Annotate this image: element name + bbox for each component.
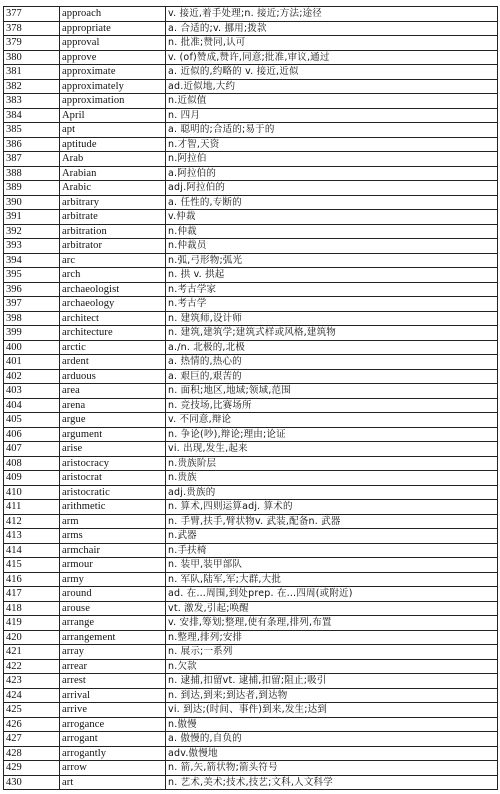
table-row bbox=[4, 152, 498, 167]
word-cell: arrest bbox=[60, 674, 166, 689]
row-number-cell: 417 bbox=[4, 587, 60, 602]
table-row bbox=[4, 21, 498, 36]
row-number-cell: 403 bbox=[4, 384, 60, 399]
table-row bbox=[4, 108, 498, 123]
word-cell: arena bbox=[60, 398, 166, 413]
row-number-cell: 386 bbox=[4, 137, 60, 152]
word-cell: arrangement bbox=[60, 630, 166, 645]
word-cell: arbitrate bbox=[60, 210, 166, 225]
table-row bbox=[4, 210, 498, 225]
word-cell: Arabic bbox=[60, 181, 166, 196]
table-row bbox=[4, 427, 498, 442]
row-number-cell: 413 bbox=[4, 529, 60, 544]
definition-cell: n.贵族 bbox=[166, 471, 498, 486]
row-number-cell: 384 bbox=[4, 108, 60, 123]
definition-cell: adj.阿拉伯的 bbox=[166, 181, 498, 196]
row-number-cell: 385 bbox=[4, 123, 60, 138]
word-cell: approve bbox=[60, 50, 166, 65]
word-cell: argument bbox=[60, 427, 166, 442]
table-row bbox=[4, 282, 498, 297]
row-number-cell: 396 bbox=[4, 282, 60, 297]
row-number-cell: 426 bbox=[4, 717, 60, 732]
word-cell: archaeology bbox=[60, 297, 166, 312]
definition-cell: n.傲慢 bbox=[166, 717, 498, 732]
row-number-cell: 411 bbox=[4, 500, 60, 515]
definition-cell: n. 竞技场,比赛场所 bbox=[166, 398, 498, 413]
row-number-cell: 423 bbox=[4, 674, 60, 689]
definition-cell: a. 合适的;v. 挪用;拨款 bbox=[166, 21, 498, 36]
definition-cell: n.阿拉伯 bbox=[166, 152, 498, 167]
table-row bbox=[4, 369, 498, 384]
row-number-cell: 402 bbox=[4, 369, 60, 384]
definition-cell: a. 聪明的;合适的;易于的 bbox=[166, 123, 498, 138]
row-number-cell: 395 bbox=[4, 268, 60, 283]
table-row bbox=[4, 123, 498, 138]
word-cell: aristocracy bbox=[60, 456, 166, 471]
row-number-cell: 419 bbox=[4, 616, 60, 631]
definition-cell: a. 热情的,热心的 bbox=[166, 355, 498, 370]
vocabulary-table bbox=[3, 6, 498, 790]
definition-cell: n. 军队,陆军,军;大群,大批 bbox=[166, 572, 498, 587]
definition-cell: n. 手臂,扶手,臂状物v. 武装,配备n. 武器 bbox=[166, 514, 498, 529]
definition-cell: n. 建筑,建筑学;建筑式样或风格,建筑物 bbox=[166, 326, 498, 341]
row-number-cell: 397 bbox=[4, 297, 60, 312]
row-number-cell: 412 bbox=[4, 514, 60, 529]
word-cell: aristocratic bbox=[60, 485, 166, 500]
table-row bbox=[4, 166, 498, 181]
row-number-cell: 406 bbox=[4, 427, 60, 442]
table-row bbox=[4, 7, 498, 22]
word-cell: arbitration bbox=[60, 224, 166, 239]
definition-cell: vi. 到达;(时间、事件)到来,发生;达到 bbox=[166, 703, 498, 718]
table-row bbox=[4, 775, 498, 790]
word-cell: approximate bbox=[60, 65, 166, 80]
table-row bbox=[4, 746, 498, 761]
table-row bbox=[4, 732, 498, 747]
row-number-cell: 415 bbox=[4, 558, 60, 573]
row-number-cell: 414 bbox=[4, 543, 60, 558]
word-cell: arrow bbox=[60, 761, 166, 776]
word-cell: arithmetic bbox=[60, 500, 166, 515]
row-number-cell: 405 bbox=[4, 413, 60, 428]
row-number-cell: 379 bbox=[4, 36, 60, 51]
row-number-cell: 398 bbox=[4, 311, 60, 326]
row-number-cell: 378 bbox=[4, 21, 60, 36]
row-number-cell: 394 bbox=[4, 253, 60, 268]
definition-cell: n.仲裁员 bbox=[166, 239, 498, 254]
definition-cell: a.阿拉伯的 bbox=[166, 166, 498, 181]
word-cell: aristocrat bbox=[60, 471, 166, 486]
definition-cell: vi. 出现,发生,起来 bbox=[166, 442, 498, 457]
definition-cell: a./n. 北极的,北极 bbox=[166, 340, 498, 355]
table-row bbox=[4, 500, 498, 515]
row-number-cell: 420 bbox=[4, 630, 60, 645]
definition-cell: n. 争论(吵),辩论;理由;论证 bbox=[166, 427, 498, 442]
table-row bbox=[4, 326, 498, 341]
word-cell: armchair bbox=[60, 543, 166, 558]
definition-cell: n.考古学 bbox=[166, 297, 498, 312]
definition-cell: n. 面积;地区,地域;领域,范围 bbox=[166, 384, 498, 399]
table-row bbox=[4, 645, 498, 660]
row-number-cell: 409 bbox=[4, 471, 60, 486]
definition-cell: n.整理,排列;安排 bbox=[166, 630, 498, 645]
table-row bbox=[4, 761, 498, 776]
row-number-cell: 377 bbox=[4, 7, 60, 22]
table-row bbox=[4, 514, 498, 529]
table-row bbox=[4, 413, 498, 428]
table-row bbox=[4, 543, 498, 558]
table-row bbox=[4, 268, 498, 283]
definition-cell: v. (of)赞成,赞许,同意;批准,审议,通过 bbox=[166, 50, 498, 65]
definition-cell: n.仲裁 bbox=[166, 224, 498, 239]
row-number-cell: 392 bbox=[4, 224, 60, 239]
definition-cell: n. 展示;一系列 bbox=[166, 645, 498, 660]
row-number-cell: 428 bbox=[4, 746, 60, 761]
row-number-cell: 382 bbox=[4, 79, 60, 94]
row-number-cell: 400 bbox=[4, 340, 60, 355]
word-cell: arrogant bbox=[60, 732, 166, 747]
row-number-cell: 388 bbox=[4, 166, 60, 181]
definition-cell: n.手扶椅 bbox=[166, 543, 498, 558]
table-row bbox=[4, 456, 498, 471]
table-row bbox=[4, 442, 498, 457]
word-cell: around bbox=[60, 587, 166, 602]
definition-cell: v. 不同意,辩论 bbox=[166, 413, 498, 428]
table-row bbox=[4, 311, 498, 326]
table-row bbox=[4, 529, 498, 544]
word-cell: armour bbox=[60, 558, 166, 573]
word-cell: art bbox=[60, 775, 166, 790]
definition-cell: n. 箭,矢,箭状物;箭头符号 bbox=[166, 761, 498, 776]
word-cell: arrogance bbox=[60, 717, 166, 732]
row-number-cell: 391 bbox=[4, 210, 60, 225]
table-row bbox=[4, 94, 498, 109]
row-number-cell: 430 bbox=[4, 775, 60, 790]
definition-cell: a. 近似的,约略的 v. 接近,近似 bbox=[166, 65, 498, 80]
word-cell: arbitrary bbox=[60, 195, 166, 210]
row-number-cell: 429 bbox=[4, 761, 60, 776]
table-row bbox=[4, 572, 498, 587]
table-row bbox=[4, 717, 498, 732]
definition-cell: n.贵族阶层 bbox=[166, 456, 498, 471]
table-row bbox=[4, 65, 498, 80]
row-number-cell: 407 bbox=[4, 442, 60, 457]
row-number-cell: 401 bbox=[4, 355, 60, 370]
table-row bbox=[4, 181, 498, 196]
definition-cell: ad.近似地,大约 bbox=[166, 79, 498, 94]
word-cell: arch bbox=[60, 268, 166, 283]
definition-cell: n.考古学家 bbox=[166, 282, 498, 297]
table-row bbox=[4, 36, 498, 51]
definition-cell: vt. 激发,引起;唤醒 bbox=[166, 601, 498, 616]
word-cell: aptitude bbox=[60, 137, 166, 152]
definition-cell: n. 艺术,美术;技术,技艺;文科,人文科学 bbox=[166, 775, 498, 790]
word-cell: arm bbox=[60, 514, 166, 529]
definition-cell: n. 拱 v. 拱起 bbox=[166, 268, 498, 283]
word-cell: arctic bbox=[60, 340, 166, 355]
row-number-cell: 425 bbox=[4, 703, 60, 718]
definition-cell: n.欠款 bbox=[166, 659, 498, 674]
table-row bbox=[4, 471, 498, 486]
word-cell: arms bbox=[60, 529, 166, 544]
table-row bbox=[4, 659, 498, 674]
table-row bbox=[4, 239, 498, 254]
row-number-cell: 383 bbox=[4, 94, 60, 109]
table-row bbox=[4, 297, 498, 312]
word-cell: arduous bbox=[60, 369, 166, 384]
table-row bbox=[4, 384, 498, 399]
word-cell: ardent bbox=[60, 355, 166, 370]
word-cell: arrive bbox=[60, 703, 166, 718]
row-number-cell: 416 bbox=[4, 572, 60, 587]
row-number-cell: 380 bbox=[4, 50, 60, 65]
definition-cell: v. 接近,着手处理;n. 接近;方法;途径 bbox=[166, 7, 498, 22]
definition-cell: adj.贵族的 bbox=[166, 485, 498, 500]
word-cell: archaeologist bbox=[60, 282, 166, 297]
table-row bbox=[4, 398, 498, 413]
definition-cell: n. 批准;赞同,认可 bbox=[166, 36, 498, 51]
definition-cell: a. 艰巨的,艰苦的 bbox=[166, 369, 498, 384]
word-cell: approval bbox=[60, 36, 166, 51]
definition-cell: n. 到达,到来;到达者,到达物 bbox=[166, 688, 498, 703]
row-number-cell: 422 bbox=[4, 659, 60, 674]
word-cell: Arabian bbox=[60, 166, 166, 181]
word-cell: appropriate bbox=[60, 21, 166, 36]
word-cell: Arab bbox=[60, 152, 166, 167]
definition-cell: n.才智,天资 bbox=[166, 137, 498, 152]
table-row bbox=[4, 340, 498, 355]
definition-cell: ad. 在…周围,到处prep. 在…四周(或附近) bbox=[166, 587, 498, 602]
word-cell: arrear bbox=[60, 659, 166, 674]
word-cell: approximately bbox=[60, 79, 166, 94]
word-cell: arrange bbox=[60, 616, 166, 631]
table-row bbox=[4, 601, 498, 616]
row-number-cell: 410 bbox=[4, 485, 60, 500]
row-number-cell: 408 bbox=[4, 456, 60, 471]
row-number-cell: 390 bbox=[4, 195, 60, 210]
definition-cell: n. 装甲,装甲部队 bbox=[166, 558, 498, 573]
row-number-cell: 424 bbox=[4, 688, 60, 703]
row-number-cell: 427 bbox=[4, 732, 60, 747]
row-number-cell: 387 bbox=[4, 152, 60, 167]
word-cell: approach bbox=[60, 7, 166, 22]
word-cell: argue bbox=[60, 413, 166, 428]
word-cell: arise bbox=[60, 442, 166, 457]
definition-cell: n. 算术,四则运算adj. 算术的 bbox=[166, 500, 498, 515]
table-row bbox=[4, 587, 498, 602]
table-row bbox=[4, 50, 498, 65]
vocabulary-table-body bbox=[4, 7, 498, 790]
word-cell: arc bbox=[60, 253, 166, 268]
row-number-cell: 381 bbox=[4, 65, 60, 80]
word-cell: architect bbox=[60, 311, 166, 326]
word-cell: arouse bbox=[60, 601, 166, 616]
table-row bbox=[4, 224, 498, 239]
row-number-cell: 393 bbox=[4, 239, 60, 254]
word-cell: array bbox=[60, 645, 166, 660]
table-row bbox=[4, 253, 498, 268]
word-cell: arrogantly bbox=[60, 746, 166, 761]
word-cell: apt bbox=[60, 123, 166, 138]
table-row bbox=[4, 630, 498, 645]
definition-cell: n. 逮捕,扣留vt. 逮捕,扣留;阻止;吸引 bbox=[166, 674, 498, 689]
row-number-cell: 399 bbox=[4, 326, 60, 341]
definition-cell: a. 任性的,专断的 bbox=[166, 195, 498, 210]
row-number-cell: 389 bbox=[4, 181, 60, 196]
word-cell: arbitrator bbox=[60, 239, 166, 254]
row-number-cell: 404 bbox=[4, 398, 60, 413]
table-row bbox=[4, 558, 498, 573]
table-row bbox=[4, 485, 498, 500]
word-cell: April bbox=[60, 108, 166, 123]
word-cell: architecture bbox=[60, 326, 166, 341]
definition-cell: v.仲裁 bbox=[166, 210, 498, 225]
definition-cell: n.武器 bbox=[166, 529, 498, 544]
row-number-cell: 418 bbox=[4, 601, 60, 616]
word-cell: arrival bbox=[60, 688, 166, 703]
definition-cell: a. 傲慢的,自负的 bbox=[166, 732, 498, 747]
table-row bbox=[4, 79, 498, 94]
table-row bbox=[4, 137, 498, 152]
definition-cell: n.近似值 bbox=[166, 94, 498, 109]
word-cell: area bbox=[60, 384, 166, 399]
table-row bbox=[4, 195, 498, 210]
table-row bbox=[4, 355, 498, 370]
table-row bbox=[4, 616, 498, 631]
table-row bbox=[4, 688, 498, 703]
definition-cell: v. 安排,筹划;整理,使有条理,排列,布置 bbox=[166, 616, 498, 631]
word-cell: army bbox=[60, 572, 166, 587]
definition-cell: n. 四月 bbox=[166, 108, 498, 123]
table-row bbox=[4, 703, 498, 718]
word-cell: approximation bbox=[60, 94, 166, 109]
table-row bbox=[4, 674, 498, 689]
definition-cell: n.弧,弓形物;弧光 bbox=[166, 253, 498, 268]
definition-cell: adv.傲慢地 bbox=[166, 746, 498, 761]
row-number-cell: 421 bbox=[4, 645, 60, 660]
definition-cell: n. 建筑师,设计师 bbox=[166, 311, 498, 326]
